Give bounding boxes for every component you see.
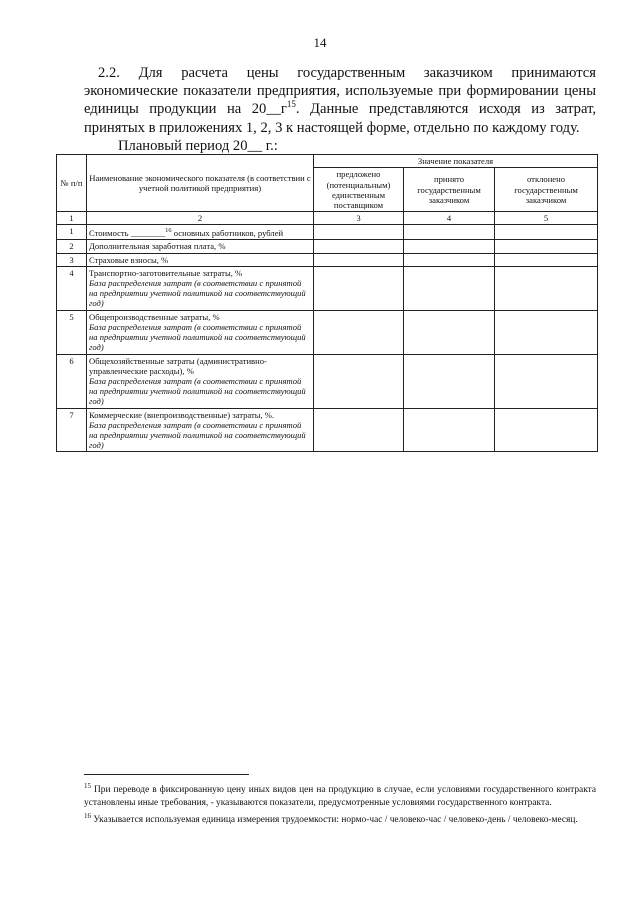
table-row [57, 354, 598, 408]
header-rejected: отклонено государственным заказчиком [495, 168, 598, 212]
cell-proposed[interactable] [314, 253, 404, 266]
cell-proposed[interactable] [314, 225, 404, 240]
page-number: 14 [313, 35, 327, 50]
table-row [57, 310, 598, 354]
row-title: Общехозяйственные затраты (административно-управленческие расходы), % [89, 355, 267, 376]
cell-rejected[interactable] [495, 240, 598, 253]
cell-rejected[interactable] [495, 408, 598, 452]
row-title: Транспортно-заготовительные затраты, % [89, 267, 243, 278]
footnote-ref-15: 15 [286, 99, 296, 110]
footnote-16 [84, 810, 596, 827]
row-num: 4 [57, 266, 87, 310]
row-name: Дополнительная заработная плата, % [87, 240, 314, 253]
header-proposed: предложено (потенциальным) единственным поставщиком [314, 168, 404, 212]
cell-rejected[interactable] [495, 225, 598, 240]
footnote-mark: 15 [84, 782, 91, 790]
paragraph-tail: . Данные представляются исходя из затрат, принятых в приложениях 1, 2, 3 к настоящей форме, отдельно по каждому году. [84, 101, 597, 136]
header-name: Наименование экономического показателя (в соответствии с учетной политикой предприятия) [87, 155, 314, 212]
cell-accepted[interactable] [404, 225, 495, 240]
footnote-text: Указывается используемая единица измерения трудоемкости: нормо-час / человеко-час / человеко-день / человеко-месяц. [93, 815, 578, 826]
cell-rejected[interactable] [495, 354, 598, 408]
indicators-table [56, 154, 598, 452]
row-num: 5 [57, 310, 87, 354]
table-row [57, 408, 598, 452]
index-cell: 3 [314, 212, 404, 225]
paragraph-2-2 [84, 64, 596, 137]
footnote-text: При переводе в фиксированную цену иных видов цен на продукцию в случае, если условиями государственного контракта установлены иные требования, - указываются показатели, предусмотренные условиями государственного контракта. [84, 785, 596, 808]
row-num: 3 [57, 253, 87, 266]
cell-proposed[interactable] [314, 408, 404, 452]
header-value-group: Значение показателя [314, 155, 598, 168]
header-num: № п/п [57, 155, 87, 212]
row-base-note: База распределения затрат (в соответствии с принятой на предприятии учетной политикой на соответствующий год) [89, 419, 306, 451]
row-num: 1 [57, 225, 87, 240]
table-row [57, 253, 598, 266]
footnote-mark: 16 [84, 812, 91, 821]
paragraph-lead: 2.2. Для расчета цены государственным заказчиком принимаются экономические показатели предприятия, используемые при формировании цены единицы продукции на 20__г [84, 65, 596, 118]
cell-rejected[interactable] [495, 266, 598, 310]
cell-proposed[interactable] [314, 266, 404, 310]
row-num: 2 [57, 240, 87, 253]
cell-rejected[interactable] [495, 310, 598, 354]
row-base-note: База распределения затрат (в соответствии с принятой на предприятии учетной политикой на соответствующий год) [89, 375, 306, 407]
cell-accepted[interactable] [404, 354, 495, 408]
row-name [87, 408, 314, 452]
index-cell: 1 [57, 212, 87, 225]
index-cell: 2 [87, 212, 314, 225]
cell-accepted[interactable] [404, 253, 495, 266]
cell-proposed[interactable] [314, 240, 404, 253]
row-name [87, 310, 314, 354]
row-name-text: Стоимость ________ [89, 228, 166, 239]
row-base-note: База распределения затрат (в соответствии с принятой на предприятии учетной политикой на соответствующий год) [89, 321, 306, 353]
table-row [57, 266, 598, 310]
planned-period: Плановый период 20__ г.: [118, 138, 278, 154]
index-cell: 5 [495, 212, 598, 225]
cell-rejected[interactable] [495, 253, 598, 266]
row-name-tail: основных работников, рублей [171, 228, 284, 239]
index-cell: 4 [404, 212, 495, 225]
footnote-15 [84, 780, 596, 809]
row-name [87, 354, 314, 408]
table-row [57, 240, 598, 253]
footnote-divider [84, 774, 249, 775]
cell-accepted[interactable] [404, 310, 495, 354]
table-row [57, 225, 598, 240]
row-title: Общепроизводственные затраты, % [89, 311, 220, 322]
header-accepted: принято государственным заказчиком [404, 168, 495, 212]
footnotes [84, 780, 596, 828]
row-num: 6 [57, 354, 87, 408]
cell-accepted[interactable] [404, 408, 495, 452]
row-num: 7 [57, 408, 87, 452]
cell-proposed[interactable] [314, 354, 404, 408]
cell-accepted[interactable] [404, 266, 495, 310]
cell-accepted[interactable] [404, 240, 495, 253]
footnote-ref-16: 16 [165, 227, 172, 235]
row-name: Страховые взносы, % [87, 253, 314, 266]
row-name [87, 225, 314, 240]
row-name [87, 266, 314, 310]
cell-proposed[interactable] [314, 310, 404, 354]
row-title: Коммерческие (внепроизводственные) затраты, %. [89, 409, 275, 420]
row-base-note: База распределения затрат (в соответствии с принятой на предприятии учетной политикой на соответствующий год) [89, 278, 306, 309]
